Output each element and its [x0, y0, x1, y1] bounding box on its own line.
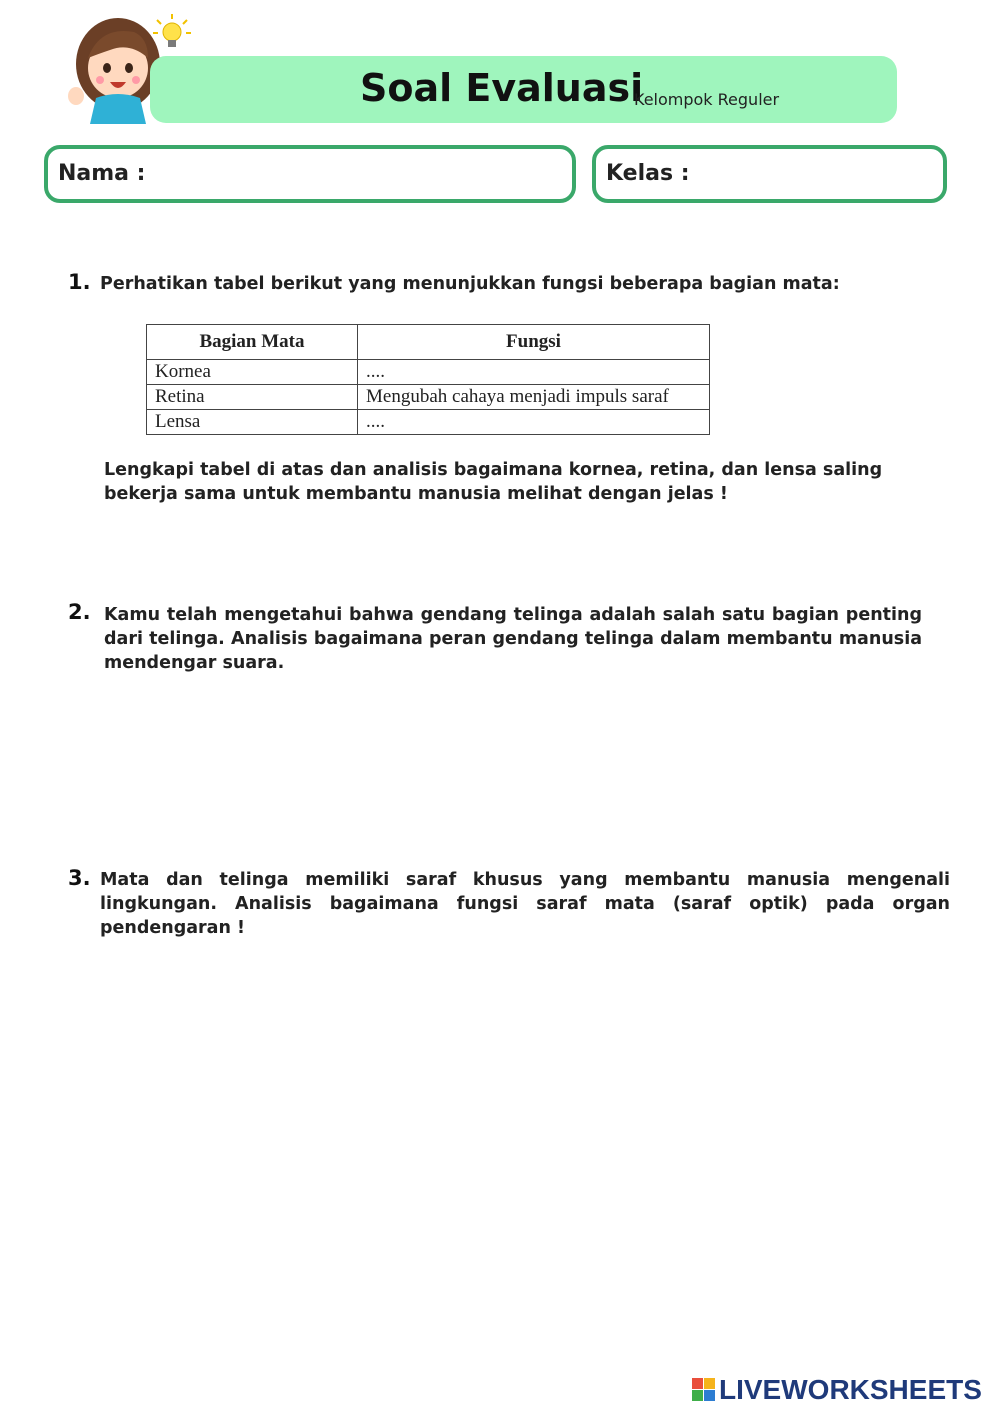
lightbulb-icon: [153, 14, 191, 47]
table-cell: ....: [358, 360, 710, 385]
question-1-followup: Lengkapi tabel di atas dan analisis bagaimana kornea, retina, dan lensa saling bekerja sama untuk membantu manusia melihat dengan jelas !: [104, 460, 883, 504]
table-cell: Lensa: [147, 410, 358, 435]
table-cell: Kornea: [147, 360, 358, 385]
liveworksheets-brand: LIVEWORKSHEETS: [719, 1374, 982, 1405]
table-header-cell: Fungsi: [358, 325, 710, 360]
kelas-label: Kelas :: [606, 161, 690, 186]
table-cell: Mengubah cahaya menjadi impuls saraf: [358, 385, 710, 410]
nama-label: Nama :: [58, 161, 146, 186]
logo-square: [704, 1378, 715, 1389]
table-cell: ....: [358, 410, 710, 435]
liveworksheets-logo: [692, 1376, 982, 1404]
question-2-number: 2.: [68, 600, 91, 624]
logo-square: [692, 1378, 703, 1389]
table-row: [147, 410, 710, 435]
kelas-field[interactable]: [592, 145, 947, 203]
table-row: [147, 385, 710, 410]
question-2-text: Kamu telah mengetahui bahwa gendang telinga adalah salah satu bagian penting dari telinga. Analisis bagaimana peran gendang telinga dalam membantu manusia mendengar suara.: [104, 605, 922, 673]
liveworksheets-mark-icon: [692, 1378, 716, 1402]
logo-square: [704, 1390, 715, 1401]
question-3-number: 3.: [68, 866, 91, 890]
page-subtitle: Kelompok Reguler: [634, 90, 780, 109]
question-3-text: Mata dan telinga memiliki saraf khusus yang membantu manusia mengenali lingkungan. Analisis bagaimana fungsi saraf mata (saraf optik) pada organ pendengaran !: [100, 870, 950, 938]
page-title: Soal Evaluasi: [360, 66, 644, 110]
nama-field[interactable]: [44, 145, 576, 203]
table-cell: Retina: [147, 385, 358, 410]
table-header-row: [147, 325, 710, 360]
table-header-cell: Bagian Mata: [147, 325, 358, 360]
logo-square: [692, 1390, 703, 1401]
table-row: [147, 360, 710, 385]
question-1-number: 1.: [68, 270, 91, 294]
question-1-text: Perhatikan tabel berikut yang menunjukkan fungsi beberapa bagian mata:: [100, 274, 840, 294]
eye-parts-table: [146, 324, 710, 435]
